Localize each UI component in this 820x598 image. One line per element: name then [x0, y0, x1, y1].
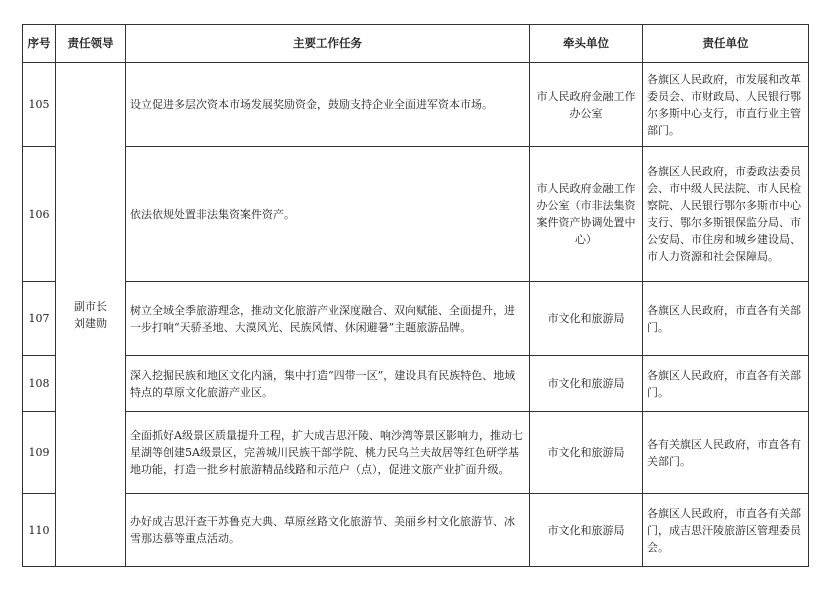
- responsible-units: 各旗区人民政府，市发展和改革委员会、市财政局、人民银行鄂尔多斯中心支行，市直行业主管部门。: [643, 63, 809, 147]
- lead-unit: 市文化和旅游局: [530, 494, 643, 567]
- header-resp-unit: 责任单位: [643, 25, 809, 63]
- row-number: 105: [23, 63, 56, 147]
- lead-unit: 市人民政府金融工作办公室（市非法集资案件资产协调处置中心）: [530, 147, 643, 282]
- lead-unit: 市文化和旅游局: [530, 282, 643, 356]
- task-text: 树立全域全季旅游理念，推动文化旅游产业深度融合、双向赋能、全面提升，进一步打响“天骄圣地、大漠风光、民族风情、休闲避暑”主题旅游品牌。: [126, 282, 530, 356]
- row-number: 106: [23, 147, 56, 282]
- row-number: 108: [23, 356, 56, 412]
- table-row: [23, 147, 809, 282]
- leader-title: 副市长: [74, 299, 107, 313]
- lead-unit: 市文化和旅游局: [530, 412, 643, 494]
- row-number: 107: [23, 282, 56, 356]
- row-number: 110: [23, 494, 56, 567]
- responsible-units: 各旗区人民政府，市直各有关部门。: [643, 282, 809, 356]
- header-task: 主要工作任务: [126, 25, 530, 63]
- task-text: 深入挖掘民族和地区文化内涵，集中打造“四带一区”，建设具有民族特色、地域特点的草原文化旅游产业区。: [126, 356, 530, 412]
- header-leader: 责任领导: [56, 25, 126, 63]
- lead-unit: 市人民政府金融工作办公室: [530, 63, 643, 147]
- row-number: 109: [23, 412, 56, 494]
- header-no: 序号: [23, 25, 56, 63]
- table-row: [23, 412, 809, 494]
- responsible-units: 各有关旗区人民政府，市直各有关部门。: [643, 412, 809, 494]
- header-row: [23, 25, 809, 63]
- task-table: [22, 24, 809, 567]
- table-row: [23, 494, 809, 567]
- lead-unit: 市文化和旅游局: [530, 356, 643, 412]
- task-text: 依法依规处置非法集资案件资产。: [126, 147, 530, 282]
- task-text: 设立促进多层次资本市场发展奖励资金，鼓励支持企业全面进军资本市场。: [126, 63, 530, 147]
- responsible-units: 各旗区人民政府，市直各有关部门。: [643, 356, 809, 412]
- table-row: [23, 356, 809, 412]
- leader-name: 刘建勋: [74, 316, 107, 330]
- table-row: [23, 282, 809, 356]
- task-text: 办好成吉思汗查干苏鲁克大典、草原丝路文化旅游节、美丽乡村文化旅游节、冰雪那达慕等重点活动。: [126, 494, 530, 567]
- task-text: 全面抓好A级景区质量提升工程，扩大成吉思汗陵、响沙湾等景区影响力，推动七星湖等创建5A级景区，完善城川民族干部学院、桃力民乌兰夫故居等红色研学基地功能，打造一批乡村旅游精品线路和示范户（点），促进文旅产业扩面升级。: [126, 412, 530, 494]
- table-row: [23, 63, 809, 147]
- responsible-leader: [56, 63, 126, 567]
- header-lead-unit: 牵头单位: [530, 25, 643, 63]
- responsible-units: 各旗区人民政府，市直各有关部门，成吉思汗陵旅游区管理委员会。: [643, 494, 809, 567]
- responsible-units: 各旗区人民政府，市委政法委员会、市中级人民法院、市人民检察院、人民银行鄂尔多斯市中心支行、鄂尔多斯银保监分局、市公安局、市住房和城乡建设局、市人力资源和社会保障局。: [643, 147, 809, 282]
